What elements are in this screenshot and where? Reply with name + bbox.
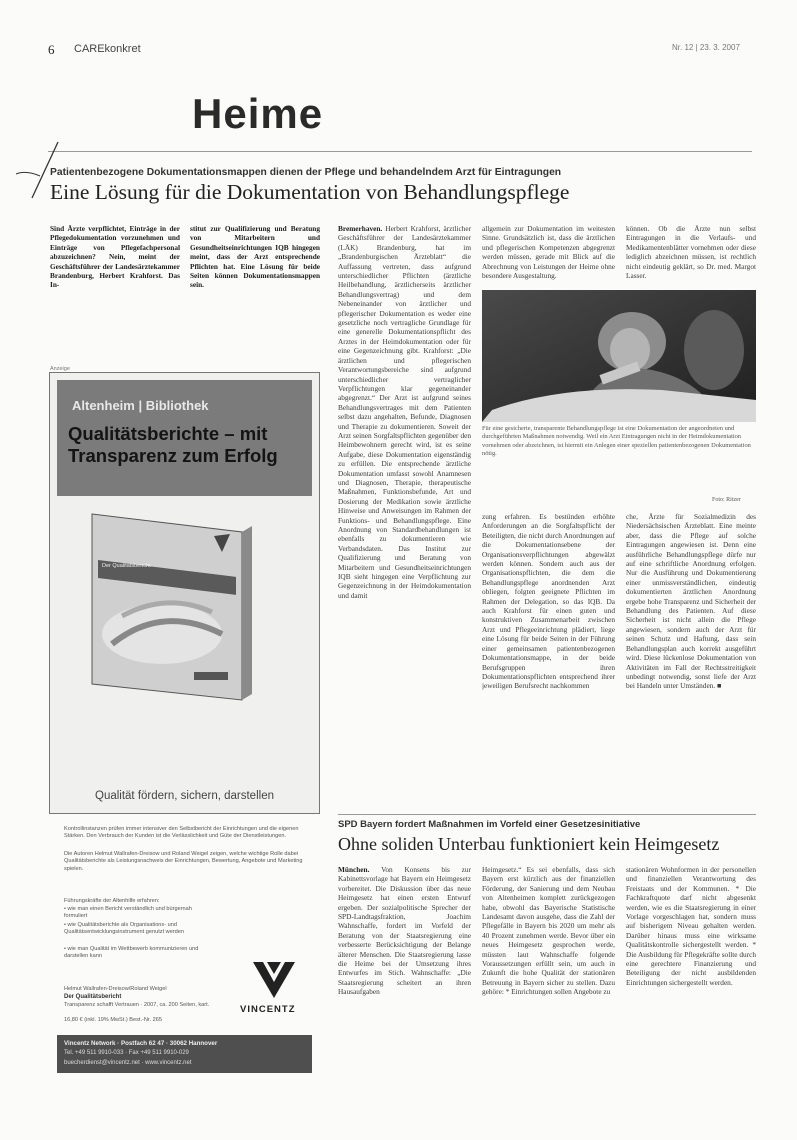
page-number: 6 bbox=[48, 42, 55, 57]
publication-name: CAREkonkret bbox=[74, 43, 141, 55]
article-headline: Eine Lösung für die Dokumentation von Behandlungspflege bbox=[50, 180, 570, 204]
photo-caption: Für eine gesicherte, transparente Behandlungspflege ist eine Dokumentation der angeordneten und durchgeführten Maßnahmen notwendig. Weil ein Arzt Eintragungen nicht in der Heimdokumentation vornehmen oder abzeichnen, ist hiermit ein Anlegen einer speziellen patientenbezogenen Dokumentation nötig. bbox=[482, 425, 751, 458]
article2-body-col1 bbox=[338, 865, 471, 1085]
body-text: che, Ärzte für Sozialmedizin des Niedersächsischen Ärzteblatt. Eine meinte aber, dass die Pflege auf solche Eintragungen angewiesen ist. Denn eine ausführliche Behandlungspflege dürfe nur auf eine schriftliche Anordnung erfolgen. Nur die Ausführung und Dokumentierung einer unmissverständlichen, eindeutig dokumentierten ärztlichen Anordnung ergebe hohe Transparenz und Sicherheit der Behandlung des Patienten. Auf diese Sicherheit ist nicht allein die Pflege angewiesen, sondern auch der Arzt für seinen Schutz und Haftung, dass sein Behandlungsplan auch korrekt ausgeführt wird. Diese lückenlose Dokumentation von Aktivitäten im Fall der Rechtsstreitigkeit unbedingt notwendig, sonst liefe der Arzt bei Handeln unter Umständen. bbox=[626, 512, 756, 691]
ad-book-title: Der Qualitätsbericht bbox=[102, 563, 151, 569]
ad-bullet-3: • wie man Qualität im Wettbewerb kommunizieren und darstellen kann bbox=[64, 946, 199, 960]
vincentz-logo-icon bbox=[251, 958, 297, 1000]
ad-bullet-2: • wie Qualitätsberichte als Organisations- und Qualitätsentwicklungsinstrument genutzt werden bbox=[64, 922, 185, 936]
ad-price: 16,80 € (inkl. 19% MwSt.) Best.-Nr. 265 bbox=[64, 1017, 162, 1023]
ad-authors: Helmut Wallrafen-Dreisow/Roland Weigel bbox=[64, 986, 167, 992]
issue-date: Nr. 12 | 23. 3. 2007 bbox=[672, 43, 740, 52]
ad-publisher: Vincentz Network · Postfach 62 47 · 30062 Hannover bbox=[64, 1040, 218, 1047]
body-text: Herbert Krahforst, ärztlicher Geschäftsführer der Landesärztekammer (LÄK) Brandenburg, hat im „Brandenburgischen Ärzteblatt“ die Auffassung vertreten, dass aufgrund unterschiedlicher Pflichten (ärztliche Heilbehandlung, ärztlicherseits ärztlicher Behandlungsvertrag) und dem Nebeneinander von ärztlicher und pflegerischer Dokumentation es weder eine gesetzliche noch vertragliche Grundlage für eine generelle Dokumentationspflicht des Arztes in der Heimdokumentation oder für eine Gegenzeichnung gibt. Krahforst: „Die ärztlichen und pflegerischen Verantwortungsbereiche sind aufgrund unterschiedlicher vertraglicher Verpflichtungen klar gegeneinander abgegrenzt.“ Der Arzt ist aufgrund seines Behandlungsvertrages mit dem Patienten selbst dazu angehalten, Befunde, Diagnosen und Therapie zu dokumentieren. Soweit der Arzt seinen Sorgfaltspflichten gegenüber den Heimbewohnern gerecht wird, ist es seine Aufgabe, diese Dokumentation eigenständig zu erfüllen. Die entsprechende ärztliche Dokumentation umfasst sowohl Anamnesen und Diagnosen, Therapie, therapeutische Maßnahmen, Funktionsbefunde, Art und Dosierung der Medikation sowie ärztliche Hinweise und Anweisungen im Rahmen der Funktions- und Behandlungspflege. Eine Anordnung von Standardbehandlungen ist ebenfalls zu dokumentieren wie Verbandsdaten. Das Institut zur Qualifizierung und Beratung von Mitarbeitern und Gesundheitseinrichtungen IQB sieht hingegen eine Verpflichtung zur Gegenzeichnung in der Heimdokumentation und damit bbox=[338, 224, 471, 600]
ad-title-line1: Qualitätsberichte – mit bbox=[68, 423, 268, 444]
article-body-col5-bottom bbox=[626, 512, 756, 808]
ad-title-line2: Transparenz zum Erfolg bbox=[68, 445, 278, 466]
article-kicker: Patientenbezogene Dokumentationsmappen dienen der Pflege und behandelndem Arzt für Eintragungen bbox=[50, 167, 562, 178]
ad-contact-web: buecherdienst@vincentz.net · www.vincentz.net bbox=[64, 1060, 192, 1066]
article-body-col4-bottom: zung erfahren. Es bestünden erhöhte Anforderungen an die Sorgfaltspflicht der Beteiligten, die nicht durch Anordnungen auf die Dokumentationsebene der Organisationsverpflichtungen abgewälzt werden können. Sondern auch aus der Organisationspflichten, die dem die Behandlungspflege anordnenden Arzt obliegen, folgten geeignete Pflichten im Rahmen der Delegation, so das IQB. Da auch Krahforst für einen guten und konstruktiven Zusammenarbeit zwischen Arzt und Pflegeeinrichtung plädiert, liege eine Lösung für beide Seiten in der Führung einer gemeinsamen patientenbezogenen Dokumentationsmappe, in der beide Berufsgruppen ihren Dokumentationspflichten entsprechend ihrer jeweiligen Berufsrecht nachkommen bbox=[482, 512, 615, 691]
ad-label: Anzeige bbox=[50, 366, 70, 372]
section-title: Heime bbox=[192, 90, 324, 137]
article2-rule bbox=[338, 814, 756, 815]
article-lead-col1: Sind Ärzte verpflichtet, Einträge in der Pflegedokumentation vorzunehmen und Einträge von Pflegefachpersonal abzuzeichnen? Nein, meint der Geschäftsführer der Landesärztekammer Brandenburg, Herbert Krahforst. Das In- bbox=[50, 224, 180, 290]
article2-headline: Ohne soliden Unterbau funktioniert kein Heimgesetz bbox=[338, 834, 720, 854]
article-body-col3 bbox=[338, 224, 471, 808]
ad-brand: Altenheim | Bibliothek bbox=[72, 398, 209, 413]
ad-body-2: Die Autoren Helmut Wallrafen-Dreisow und Roland Weigel zeigen, welche wichtige Rolle dabei Qualitätsberichte als Leistungsnachweis der Einrichtungen, Bewertung, Angebote und Marketing spielen. bbox=[64, 851, 303, 872]
body-text: Von Konsens bis zur Kabinettsvorlage hat Bayern ein Heimgesetz vorbereitet. Die Diskussion über das neue Heimgesetz hat einen ersten Entwurf ergeben. Der sozialpolitische Sprecher der SPD-Landtagsfraktion, Joachim Wahnschaffe, fordert im Vorfeld der Beratung von der Staatsregierung eine verbesserte Berücksichtigung der Belange älterer Menschen. Die Staatsregierung lasse die Heime bei der Umsetzung ihres Entwurfes im Stich. Wahnschaffe: „Die Staatsregierung scheitert an ihren Hausaufgaben bbox=[338, 865, 471, 997]
ad-contact: Tel. +49 511 9910-033 · Fax +49 511 9910-029 bbox=[64, 1050, 189, 1056]
end-mark: ■ bbox=[717, 681, 722, 691]
ad-body-1: Kontrollinstanzen prüfen immer intensiver den Selbstbericht der Einrichtungen und die eigenen Stärken. Den Verbrauch der Kunden ist die Verlässlichkeit und Güte der Dienstleistungen. bbox=[64, 826, 299, 840]
ad-bullets-intro: Führungskräfte der Altenhilfe erfahren: bbox=[64, 898, 160, 904]
ad-bullet-1: • wie man einen Bericht verständlich und bürgernah formuliert bbox=[64, 906, 192, 920]
dateline: Bremerhaven. bbox=[338, 224, 383, 233]
dateline: München. bbox=[338, 865, 370, 874]
article2-kicker: SPD Bayern fordert Maßnahmen im Vorfeld einer Gesetzesinitiative bbox=[338, 819, 641, 830]
ad-logo-text: VINCENTZ bbox=[240, 1004, 296, 1015]
article-body-col4-top: allgemein zur Dokumentation im weitesten Sinne. Grundsätzlich ist, dass die ärztlichen und pflegerischen Kompetenzen abgegrenzt werden müssen, gerade mit Blick auf die Abrechnung von Leistungen der Heime ohne besondere Ausgestaltung. bbox=[482, 224, 615, 280]
ad-book-reference: Der Qualitätsbericht bbox=[64, 994, 122, 1000]
photo-credit: Foto: Ritzer bbox=[712, 497, 741, 503]
article-lead-col2: stitut zur Qualifizierung und Beratung von Mitarbeitern und Gesundheitseinrichtungen IQB hingegen meint, dass der Arzt entsprechende Pflichten hat. Eine Lösung für beide Seiten können Dokumentationsmappen sein. bbox=[190, 224, 320, 290]
article2-body-col3: stationären Wohnformen in der personellen und finanziellen Verantwortung des Freistaats und der Kommunen. * Die Fachkraftquote darf nicht abgesenkt werden, wie es die Staatsregierung in einer Vorlage vorgeschlagen hat, sondern muss auf bisherigem Niveau gehalten werden. Darüber hinaus muss eine wirksame Qualitätskontrolle sichergestellt werden. * Die Ausbildung für Pflegekräfte sollte durch eine gerechtere Finanzierung und Beteiligung der nicht ausbildenden Einrichtungen sichergestellt werden. bbox=[626, 865, 756, 987]
article2-body-col2: Heimgesetz.“ Es sei ebenfalls, dass sich Bayern erst kürzlich aus der finanziellen Förderung, der Sanierung und dem Neubau von Altenheimen komplett zurückgezogen habe, obwohl das Bayerische Statistische Landesamt davon ausgehe, dass die Zahl der Pflegefälle in Bayern bis 2020 um mehr als 40 Prozent zunehmen werde. Bevor über ein neues Heimgesetz gesprochen werde, müssten laut Wahnschaffe folgende Voraussetzungen erfüllt sein, um auch in Zukunft die hohe Qualität der stationären Betreuung in Bayern sicher zu stellen. Dazu gehöre: * Einrichtungen sollen Angebote zu bbox=[482, 865, 615, 997]
section-rule bbox=[48, 151, 752, 152]
ad-book-image bbox=[82, 504, 258, 710]
article-body-col5-top: können. Ob die Ärzte nun selbst Eintragungen in die Verlaufs- und Medikamentenblätter vornehmen oder diese lediglich abzeichnen müssen, ist rechtlich nicht eindeutig geklärt, so Dr. med. Margot Lasser. bbox=[626, 224, 756, 280]
ad-tagline: Qualität fördern, sichern, darstellen bbox=[95, 790, 274, 802]
ad-book-details: Transparenz schafft Vertrauen · 2007, ca. 200 Seiten, kart. bbox=[64, 1002, 210, 1008]
article-photo bbox=[482, 290, 756, 422]
